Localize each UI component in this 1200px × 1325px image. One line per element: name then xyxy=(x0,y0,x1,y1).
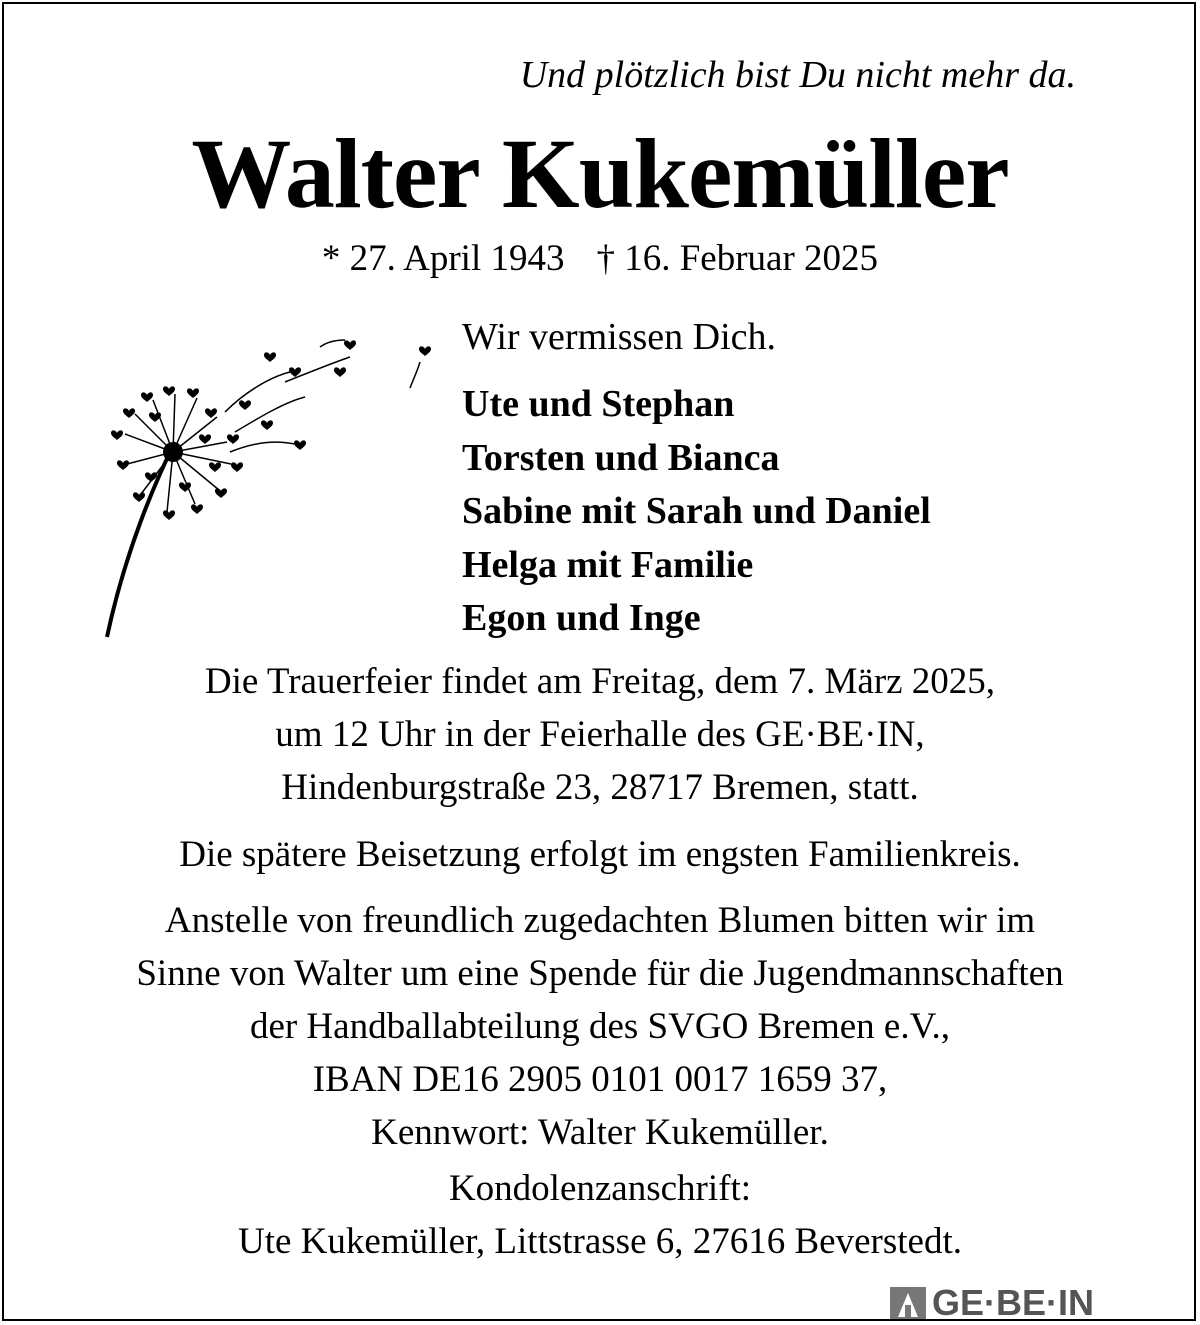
ceremony-line: Die Trauerfeier findet am Freitag, dem 7. März 2025, xyxy=(204,661,996,702)
life-dates xyxy=(0,240,1200,277)
dandelion-hearts-icon xyxy=(95,322,445,642)
donation-line: Anstelle von freundlich zugedachten Blumen bitten wir im xyxy=(164,900,1036,941)
ceremony-line: Hindenburgstraße 23, 28717 Bremen, statt. xyxy=(281,767,919,808)
ceremony-info xyxy=(0,655,1200,814)
logo-text: GE·BE·IN xyxy=(932,1282,1094,1323)
miss-line: Wir vermissen Dich. xyxy=(462,316,777,358)
burial-line: Die spätere Beisetzung erfolgt im engsten Familienkreis. xyxy=(179,834,1021,875)
mourner: Ute und Stephan xyxy=(462,383,735,425)
mourner: Helga mit Familie xyxy=(462,543,754,586)
mourner: Torsten und Bianca xyxy=(462,436,780,479)
condolence-line: Ute Kukemüller, Littstrasse 6, 27616 Beverstedt. xyxy=(238,1221,962,1262)
mourner: Egon und Inge xyxy=(462,597,701,639)
donation-keyword: Kennwort: Walter Kukemüller. xyxy=(371,1112,829,1153)
mourner: Sabine mit Sarah und Daniel xyxy=(462,490,931,532)
donation-iban: IBAN DE16 2905 0101 0017 1659 37, xyxy=(312,1059,888,1100)
ceremony-line: um 12 Uhr in der Feierhalle des GE·BE·IN, xyxy=(275,714,925,755)
gebein-logo xyxy=(888,1283,1094,1323)
condolence-heading: Kondolenzanschrift: xyxy=(448,1168,752,1209)
donation-info xyxy=(0,894,1200,1159)
gebein-logo-icon xyxy=(888,1283,928,1323)
death-date: † 16. Februar 2025 xyxy=(596,238,879,279)
donation-line: der Handballabteilung des SVGO Bremen e.V., xyxy=(249,1006,951,1047)
burial-info xyxy=(0,828,1200,881)
donation-line: Sinne von Walter um eine Spende für die Jugendmannschaften xyxy=(136,953,1064,994)
condolence-address xyxy=(0,1162,1200,1268)
mourners-list xyxy=(462,378,931,646)
deceased-name: Walter Kukemüller xyxy=(191,118,1009,229)
birth-date: * 27. April 1943 xyxy=(321,238,565,279)
motto: Und plötzlich bist Du nicht mehr da. xyxy=(519,54,1076,96)
